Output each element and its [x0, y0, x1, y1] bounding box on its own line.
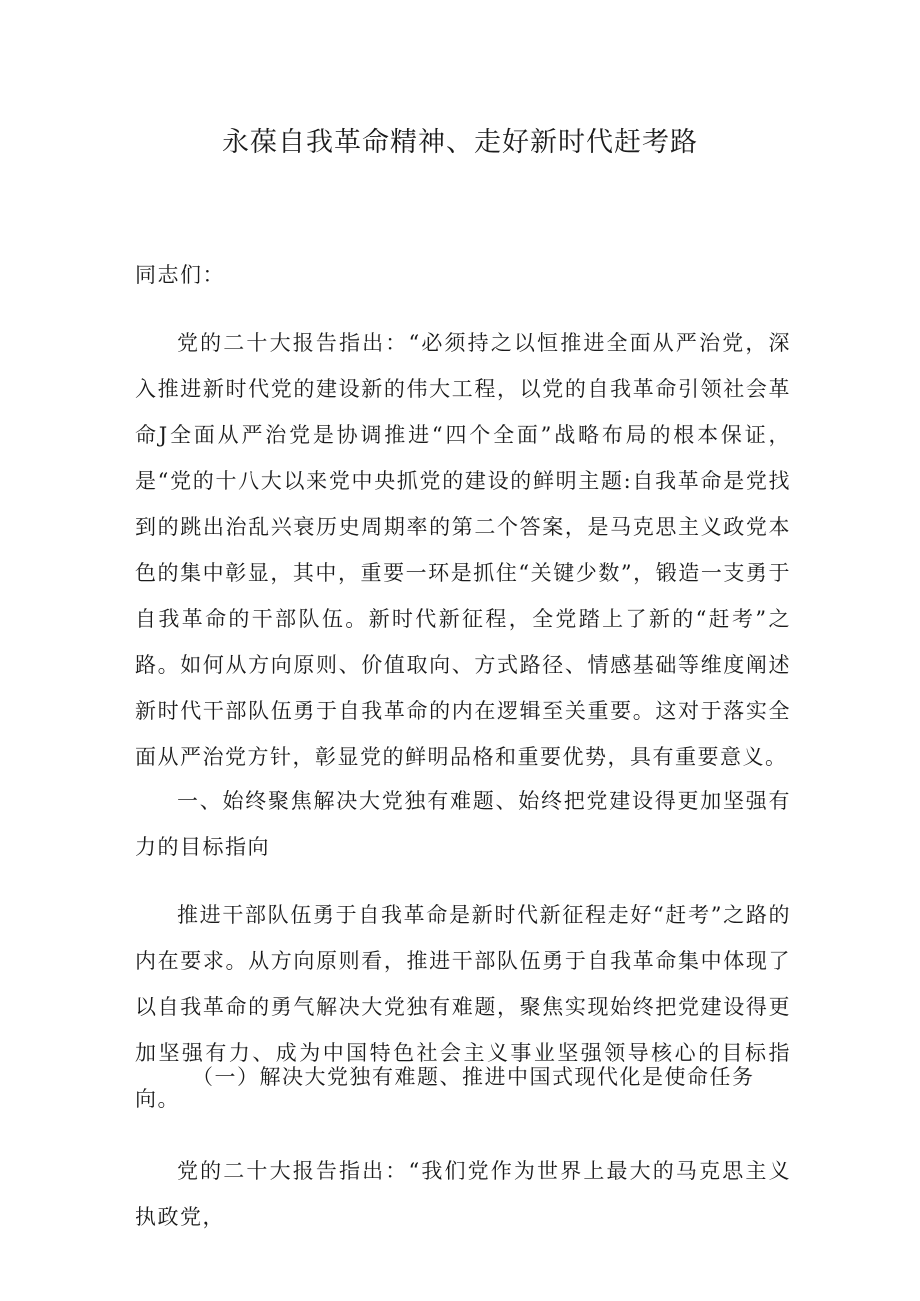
section-heading-1: 一、始终聚焦解决大党独有难题、始终把党建设得更加坚强有力的目标指向	[135, 789, 791, 859]
paragraph-section-1: 推进干部队伍勇于自我革命是新时代新征程走好“赶考”之路的内在要求。从方向原则看，推进干部队伍勇于自我革命集中体现了以自我革命的勇气解决大党独有难题，聚焦实现始终把党建设得更加坚强有力、成为中国特色社会主义事业坚强领导核心的目标指向。	[135, 903, 791, 1111]
paragraph-subsection-1: 党的二十大报告指出：“我们党作为世界上最大的马克思主义执政党，	[135, 1159, 791, 1229]
document-title: 永葆自我革命精神、走好新时代赶考路	[222, 127, 698, 158]
salutation: 同志们：	[135, 263, 225, 287]
paragraph-intro: 党的二十大报告指出：“必须持之以恒推进全面从严治党，深入推进新时代党的建设新的伟大工程，以党的自我革命引领社会革命J全面从严治党是协调推进“四个全面”战略布局的根本保证，是“党的十八大以来党中央抓党的建设的鲜明主题:自我革命是党找到的跳出治乱兴衰历史周期率的第二个答案，是马克思主义政党本色的集中彰显，其中，重要一环是抓住“关键少数”，锻造一支勇于自我革命的干部队伍。新时代新征程，全党踏上了新的“赶考”之路。如何从方向原则、价值取向、方式路径、情感基础等维度阐述新时代干部队伍勇于自我革命的内在逻辑至关重要。这对于落实全面从严治党方针，彰显党的鲜明品格和重要优势，具有重要意义。	[135, 331, 791, 769]
subsection-heading-1: （一）解决大党独有难题、推进中国式现代化是使命任务	[192, 1065, 755, 1089]
